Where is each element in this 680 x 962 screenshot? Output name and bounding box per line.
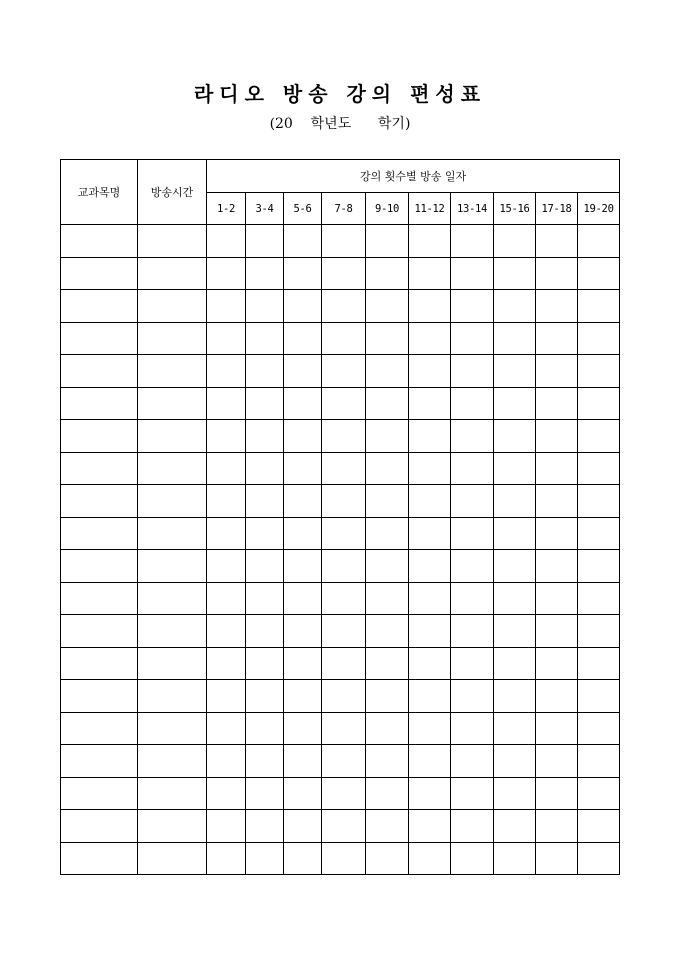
- header-lecture-range: 9-10: [366, 193, 409, 225]
- lecture-date-cell: [494, 745, 536, 778]
- lecture-date-cell: [578, 777, 620, 810]
- table-row: [61, 712, 620, 745]
- table-row: [61, 647, 620, 680]
- lecture-date-cell: [246, 842, 284, 875]
- lecture-date-cell: [322, 712, 366, 745]
- lecture-date-cell: [284, 355, 322, 388]
- lecture-date-cell: [284, 680, 322, 713]
- lecture-date-cell: [451, 322, 494, 355]
- broadcast-time-cell: [138, 680, 207, 713]
- lecture-date-cell: [366, 517, 409, 550]
- broadcast-time-cell: [138, 290, 207, 323]
- lecture-date-cell: [322, 680, 366, 713]
- lecture-date-cell: [366, 322, 409, 355]
- lecture-date-cell: [409, 647, 451, 680]
- header-lecture-range: 17-18: [536, 193, 578, 225]
- lecture-date-cell: [578, 322, 620, 355]
- lecture-date-cell: [246, 387, 284, 420]
- lecture-date-cell: [322, 387, 366, 420]
- lecture-date-cell: [451, 550, 494, 583]
- lecture-date-cell: [366, 355, 409, 388]
- lecture-date-cell: [284, 712, 322, 745]
- document-subtitle: (20 학년도 학기): [269, 116, 411, 132]
- lecture-date-cell: [578, 225, 620, 258]
- lecture-date-cell: [246, 257, 284, 290]
- lecture-date-cell: [451, 387, 494, 420]
- lecture-date-cell: [284, 257, 322, 290]
- lecture-date-cell: [536, 777, 578, 810]
- lecture-date-cell: [536, 550, 578, 583]
- lecture-date-cell: [451, 842, 494, 875]
- lecture-date-cell: [246, 322, 284, 355]
- lecture-date-cell: [451, 257, 494, 290]
- lecture-date-cell: [366, 387, 409, 420]
- lecture-date-cell: [322, 777, 366, 810]
- lecture-date-cell: [207, 777, 246, 810]
- lecture-date-cell: [246, 452, 284, 485]
- lecture-date-cell: [284, 485, 322, 518]
- lecture-date-cell: [578, 387, 620, 420]
- subject-cell: [61, 842, 138, 875]
- lecture-date-cell: [322, 647, 366, 680]
- lecture-date-cell: [578, 615, 620, 648]
- table-row: [61, 777, 620, 810]
- lecture-date-cell: [409, 582, 451, 615]
- table-row: [61, 452, 620, 485]
- subject-cell: [61, 517, 138, 550]
- header-lecture-range: 3-4: [246, 193, 284, 225]
- lecture-date-cell: [284, 550, 322, 583]
- lecture-date-cell: [366, 290, 409, 323]
- lecture-date-cell: [207, 452, 246, 485]
- lecture-date-cell: [366, 452, 409, 485]
- header-lecture-range: 1-2: [207, 193, 246, 225]
- lecture-date-cell: [207, 842, 246, 875]
- lecture-date-cell: [207, 615, 246, 648]
- lecture-date-cell: [494, 615, 536, 648]
- lecture-date-cell: [536, 680, 578, 713]
- lecture-date-cell: [284, 225, 322, 258]
- broadcast-time-cell: [138, 712, 207, 745]
- lecture-date-cell: [246, 680, 284, 713]
- lecture-date-cell: [578, 257, 620, 290]
- lecture-date-cell: [366, 257, 409, 290]
- lecture-date-cell: [451, 420, 494, 453]
- lecture-date-cell: [207, 582, 246, 615]
- lecture-date-cell: [494, 290, 536, 323]
- broadcast-time-cell: [138, 225, 207, 258]
- lecture-date-cell: [451, 712, 494, 745]
- broadcast-time-cell: [138, 485, 207, 518]
- lecture-date-cell: [494, 257, 536, 290]
- lecture-date-cell: [284, 745, 322, 778]
- lecture-date-cell: [494, 810, 536, 843]
- lecture-date-cell: [366, 777, 409, 810]
- lecture-date-cell: [322, 582, 366, 615]
- table-row: [61, 842, 620, 875]
- lecture-date-cell: [494, 452, 536, 485]
- lecture-date-cell: [246, 225, 284, 258]
- broadcast-time-cell: [138, 615, 207, 648]
- table-row: [61, 387, 620, 420]
- lecture-date-cell: [284, 777, 322, 810]
- subject-cell: [61, 420, 138, 453]
- lecture-date-cell: [451, 290, 494, 323]
- lecture-date-cell: [246, 777, 284, 810]
- lecture-date-cell: [451, 745, 494, 778]
- lecture-date-cell: [578, 680, 620, 713]
- lecture-date-cell: [536, 582, 578, 615]
- lecture-date-cell: [322, 452, 366, 485]
- lecture-date-cell: [409, 452, 451, 485]
- lecture-date-cell: [536, 225, 578, 258]
- lecture-date-cell: [536, 420, 578, 453]
- header-broadcast-time: 방송시간: [138, 160, 207, 225]
- lecture-date-cell: [246, 712, 284, 745]
- lecture-date-cell: [207, 257, 246, 290]
- lecture-date-cell: [536, 387, 578, 420]
- lecture-date-cell: [366, 842, 409, 875]
- lecture-date-cell: [578, 647, 620, 680]
- subject-cell: [61, 550, 138, 583]
- lecture-date-cell: [578, 712, 620, 745]
- lecture-date-cell: [451, 355, 494, 388]
- lecture-date-cell: [451, 517, 494, 550]
- subject-cell: [61, 745, 138, 778]
- lecture-date-cell: [246, 550, 284, 583]
- lecture-date-cell: [494, 355, 536, 388]
- lecture-date-cell: [207, 517, 246, 550]
- lecture-date-cell: [578, 810, 620, 843]
- lecture-date-cell: [322, 550, 366, 583]
- lecture-date-cell: [284, 517, 322, 550]
- lecture-date-cell: [536, 842, 578, 875]
- lecture-date-cell: [207, 810, 246, 843]
- table-row: [61, 322, 620, 355]
- lecture-date-cell: [494, 582, 536, 615]
- lecture-date-cell: [409, 322, 451, 355]
- lecture-date-cell: [494, 485, 536, 518]
- lecture-date-cell: [451, 485, 494, 518]
- broadcast-time-cell: [138, 387, 207, 420]
- lecture-date-cell: [494, 680, 536, 713]
- lecture-date-cell: [409, 420, 451, 453]
- table-row: [61, 582, 620, 615]
- lecture-date-cell: [322, 615, 366, 648]
- lecture-date-cell: [451, 810, 494, 843]
- subject-cell: [61, 387, 138, 420]
- lecture-date-cell: [494, 712, 536, 745]
- lecture-date-cell: [246, 517, 284, 550]
- lecture-date-cell: [207, 485, 246, 518]
- broadcast-time-cell: [138, 582, 207, 615]
- lecture-date-cell: [207, 647, 246, 680]
- lecture-date-cell: [409, 745, 451, 778]
- lecture-date-cell: [536, 290, 578, 323]
- broadcast-time-cell: [138, 842, 207, 875]
- lecture-date-cell: [578, 550, 620, 583]
- lecture-date-cell: [366, 225, 409, 258]
- lecture-date-cell: [322, 322, 366, 355]
- lecture-date-cell: [451, 582, 494, 615]
- lecture-date-cell: [366, 582, 409, 615]
- lecture-date-cell: [284, 582, 322, 615]
- lecture-date-cell: [246, 582, 284, 615]
- table-row: [61, 810, 620, 843]
- subject-cell: [61, 810, 138, 843]
- header-subject: 교과목명: [61, 160, 138, 225]
- lecture-date-cell: [284, 810, 322, 843]
- lecture-date-cell: [284, 615, 322, 648]
- lecture-date-cell: [207, 387, 246, 420]
- lecture-date-cell: [409, 615, 451, 648]
- lecture-date-cell: [322, 420, 366, 453]
- lecture-date-cell: [322, 290, 366, 323]
- table-row: [61, 615, 620, 648]
- header-lecture-range: 15-16: [494, 193, 536, 225]
- lecture-date-cell: [494, 647, 536, 680]
- table-row: [61, 257, 620, 290]
- lecture-date-cell: [207, 355, 246, 388]
- lecture-date-cell: [494, 777, 536, 810]
- lecture-date-cell: [366, 712, 409, 745]
- lecture-date-cell: [451, 680, 494, 713]
- lecture-date-cell: [409, 680, 451, 713]
- lecture-date-cell: [246, 745, 284, 778]
- lecture-date-cell: [366, 420, 409, 453]
- table-row: [61, 485, 620, 518]
- table-row: [61, 355, 620, 388]
- lecture-date-cell: [536, 615, 578, 648]
- lecture-date-cell: [207, 225, 246, 258]
- lecture-date-cell: [409, 225, 451, 258]
- lecture-date-cell: [366, 647, 409, 680]
- lecture-date-cell: [451, 225, 494, 258]
- subject-cell: [61, 225, 138, 258]
- table-row: [61, 680, 620, 713]
- lecture-date-cell: [451, 647, 494, 680]
- lecture-date-cell: [494, 517, 536, 550]
- lecture-date-cell: [536, 452, 578, 485]
- lecture-date-cell: [246, 810, 284, 843]
- broadcast-time-cell: [138, 355, 207, 388]
- document-title: 라디오 방송 강의 편성표: [193, 82, 487, 106]
- subject-cell: [61, 452, 138, 485]
- lecture-date-cell: [536, 355, 578, 388]
- table-row: [61, 517, 620, 550]
- lecture-date-cell: [322, 485, 366, 518]
- broadcast-time-cell: [138, 777, 207, 810]
- lecture-date-cell: [578, 745, 620, 778]
- lecture-date-cell: [536, 647, 578, 680]
- lecture-date-cell: [536, 257, 578, 290]
- lecture-date-cell: [578, 517, 620, 550]
- lecture-date-cell: [207, 322, 246, 355]
- broadcast-time-cell: [138, 517, 207, 550]
- header-lecture-dates: 강의 횟수별 방송 일자: [207, 160, 620, 193]
- subject-cell: [61, 290, 138, 323]
- subject-cell: [61, 257, 138, 290]
- lecture-date-cell: [207, 680, 246, 713]
- table-row: [61, 550, 620, 583]
- broadcast-time-cell: [138, 452, 207, 485]
- lecture-date-cell: [207, 290, 246, 323]
- lecture-date-cell: [536, 322, 578, 355]
- table-row: [61, 420, 620, 453]
- table-row: [61, 225, 620, 258]
- lecture-date-cell: [536, 810, 578, 843]
- lecture-date-cell: [366, 615, 409, 648]
- lecture-date-cell: [578, 290, 620, 323]
- lecture-date-cell: [451, 452, 494, 485]
- header-lecture-range: 5-6: [284, 193, 322, 225]
- lecture-date-cell: [409, 290, 451, 323]
- lecture-date-cell: [536, 745, 578, 778]
- lecture-date-cell: [322, 257, 366, 290]
- lecture-date-cell: [494, 420, 536, 453]
- lecture-date-cell: [409, 777, 451, 810]
- lecture-date-cell: [322, 810, 366, 843]
- lecture-date-cell: [409, 842, 451, 875]
- lecture-date-cell: [494, 842, 536, 875]
- lecture-date-cell: [409, 355, 451, 388]
- lecture-date-cell: [322, 355, 366, 388]
- lecture-date-cell: [366, 485, 409, 518]
- lecture-date-cell: [322, 517, 366, 550]
- lecture-date-cell: [578, 485, 620, 518]
- lecture-date-cell: [246, 615, 284, 648]
- subject-cell: [61, 355, 138, 388]
- lecture-date-cell: [207, 420, 246, 453]
- subject-cell: [61, 485, 138, 518]
- header-lecture-range: 7-8: [322, 193, 366, 225]
- lecture-date-cell: [409, 712, 451, 745]
- lecture-date-cell: [207, 745, 246, 778]
- broadcast-time-cell: [138, 647, 207, 680]
- lecture-date-cell: [284, 322, 322, 355]
- lecture-date-cell: [409, 485, 451, 518]
- header-lecture-range: 19-20: [578, 193, 620, 225]
- lecture-date-cell: [494, 550, 536, 583]
- lecture-date-cell: [246, 647, 284, 680]
- subject-cell: [61, 712, 138, 745]
- table-row: [61, 745, 620, 778]
- lecture-date-cell: [578, 842, 620, 875]
- lecture-date-cell: [578, 420, 620, 453]
- lecture-date-cell: [578, 452, 620, 485]
- lecture-date-cell: [494, 387, 536, 420]
- lecture-date-cell: [494, 322, 536, 355]
- lecture-date-cell: [246, 290, 284, 323]
- lecture-date-cell: [246, 485, 284, 518]
- lecture-date-cell: [246, 420, 284, 453]
- lecture-date-cell: [409, 517, 451, 550]
- lecture-date-cell: [409, 257, 451, 290]
- header-lecture-range: 13-14: [451, 193, 494, 225]
- subject-cell: [61, 615, 138, 648]
- lecture-date-cell: [409, 810, 451, 843]
- lecture-date-cell: [246, 355, 284, 388]
- lecture-date-cell: [284, 647, 322, 680]
- lecture-date-cell: [451, 615, 494, 648]
- table-row: [61, 290, 620, 323]
- schedule-table: [60, 159, 620, 875]
- broadcast-time-cell: [138, 322, 207, 355]
- lecture-date-cell: [366, 745, 409, 778]
- subject-cell: [61, 680, 138, 713]
- broadcast-time-cell: [138, 810, 207, 843]
- lecture-date-cell: [494, 225, 536, 258]
- broadcast-time-cell: [138, 420, 207, 453]
- lecture-date-cell: [284, 290, 322, 323]
- lecture-date-cell: [451, 777, 494, 810]
- lecture-date-cell: [322, 745, 366, 778]
- lecture-date-cell: [536, 485, 578, 518]
- lecture-date-cell: [207, 550, 246, 583]
- lecture-date-cell: [322, 842, 366, 875]
- lecture-date-cell: [536, 712, 578, 745]
- lecture-date-cell: [578, 582, 620, 615]
- lecture-date-cell: [578, 355, 620, 388]
- lecture-date-cell: [366, 680, 409, 713]
- subject-cell: [61, 647, 138, 680]
- lecture-date-cell: [409, 387, 451, 420]
- lecture-date-cell: [366, 550, 409, 583]
- subject-cell: [61, 582, 138, 615]
- broadcast-time-cell: [138, 550, 207, 583]
- lecture-date-cell: [284, 420, 322, 453]
- lecture-date-cell: [207, 712, 246, 745]
- subject-cell: [61, 322, 138, 355]
- lecture-date-cell: [284, 452, 322, 485]
- lecture-date-cell: [366, 810, 409, 843]
- lecture-date-cell: [322, 225, 366, 258]
- header-lecture-range: 11-12: [409, 193, 451, 225]
- broadcast-time-cell: [138, 257, 207, 290]
- lecture-date-cell: [536, 517, 578, 550]
- lecture-date-cell: [409, 550, 451, 583]
- subject-cell: [61, 777, 138, 810]
- lecture-date-cell: [284, 387, 322, 420]
- lecture-date-cell: [284, 842, 322, 875]
- broadcast-time-cell: [138, 745, 207, 778]
